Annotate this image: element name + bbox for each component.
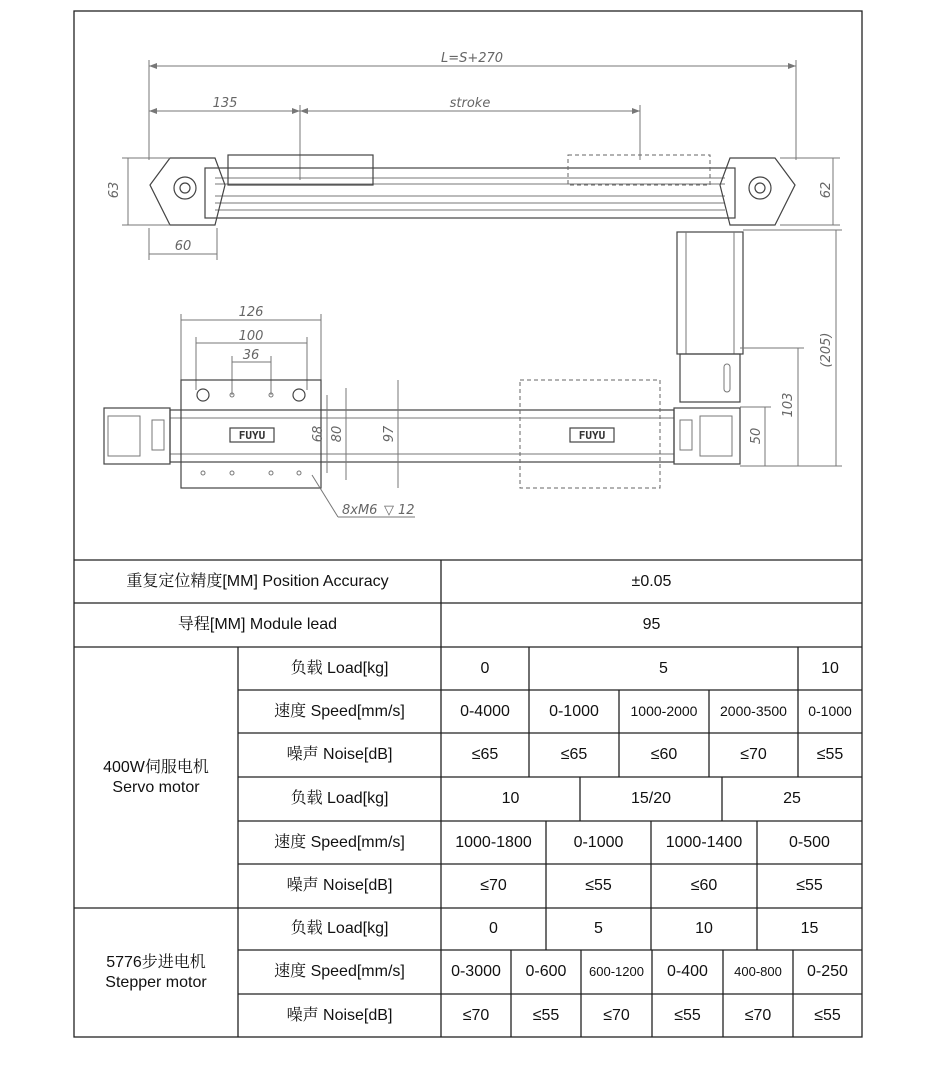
dim-103: 103 — [781, 392, 796, 418]
stepper-noise-cell: ≤55 — [532, 1006, 560, 1024]
servo-load-cell: 10 — [821, 659, 839, 677]
servo-speed-cell: 0-4000 — [460, 702, 510, 720]
servo-load-cell: 25 — [783, 790, 801, 807]
dim-motor-height: (205) — [819, 332, 834, 368]
dim-end-width: 60 — [174, 239, 192, 254]
servo-speed-label-2: 速度 Speed[mm/s] — [274, 833, 405, 851]
servo-noise-cell: ≤55 — [796, 877, 823, 894]
module-lead-label: 导程[MM] Module lead — [177, 616, 338, 633]
brand-label-right: FUYU — [578, 429, 606, 442]
servo-noise-cell: ≤65 — [471, 746, 499, 763]
stepper-speed-label: 速度 Speed[mm/s] — [274, 963, 405, 980]
side-view — [107, 51, 842, 466]
servo-speed-cell: 2000-3500 — [720, 702, 787, 719]
servo-noise-cell: ≤55 — [585, 877, 612, 894]
stepper-title-cn: 5776步进电机 — [106, 953, 206, 971]
stepper-load-cell: 15 — [800, 920, 819, 937]
stepper-speed-cell: 0-3000 — [451, 963, 501, 980]
top-view — [104, 305, 740, 518]
servo-speed-cell: 0-500 — [789, 833, 830, 851]
servo-noise-cell: ≤65 — [560, 746, 588, 763]
dim-left-offset: 135 — [212, 96, 238, 111]
servo-noise-cell: ≤70 — [480, 877, 507, 894]
stepper-speed-cell: 0-400 — [667, 963, 708, 980]
stepper-noise-cell: ≤70 — [462, 1006, 490, 1024]
stepper-noise-cell: ≤70 — [603, 1006, 630, 1024]
servo-load-cell: 5 — [659, 659, 668, 677]
servo-speed-cell: 1000-1800 — [455, 833, 532, 851]
servo-speed-cell: 0-1000 — [549, 702, 599, 720]
servo-load-cell: 10 — [501, 790, 520, 807]
servo-speed-cell: 1000-2000 — [630, 702, 698, 719]
hole-note: 8xM6 — [342, 503, 378, 518]
servo-load-cell: 15/20 — [630, 790, 672, 807]
servo-load-label-2: 负载 Load[kg] — [290, 790, 389, 807]
stepper-noise-label: 噪声 Noise[dB] — [286, 1006, 393, 1024]
servo-noise-cell: ≤60 — [690, 877, 718, 894]
servo-load-label-1: 负载 Load[kg] — [290, 659, 389, 677]
brand-label-left: FUYU — [238, 429, 266, 442]
stepper-noise-cell: ≤70 — [744, 1006, 772, 1024]
stepper-load-label: 负载 Load[kg] — [290, 920, 389, 937]
dim-total-length: L=S+270 — [440, 51, 504, 66]
dim-height-right: 62 — [819, 181, 834, 199]
stepper-noise-cell: ≤55 — [814, 1006, 841, 1024]
servo-noise-label-2: 噪声 Noise[dB] — [286, 877, 393, 894]
hole-depth: 12 — [398, 503, 415, 518]
dim-width-126: 126 — [238, 305, 264, 320]
servo-speed-label-1: 速度 Speed[mm/s] — [274, 702, 405, 720]
servo-noise-cell: ≤60 — [650, 746, 678, 763]
servo-motor-title — [74, 647, 238, 908]
servo-title-en: Servo motor — [112, 778, 200, 796]
stepper-load-cell: 0 — [489, 920, 498, 937]
dim-width-36: 36 — [242, 348, 260, 363]
stepper-speed-cell: 0-600 — [525, 963, 567, 980]
stepper-title-en: Stepper motor — [105, 973, 207, 991]
dim-stroke: stroke — [449, 96, 491, 111]
servo-speed-cell: 0-1000 — [573, 833, 624, 851]
servo-speed-cell: 0-1000 — [808, 702, 852, 719]
dim-80: 80 — [330, 425, 345, 443]
stepper-motor-title — [74, 908, 238, 1037]
servo-noise-cell: ≤55 — [816, 746, 844, 763]
dim-68: 68 — [311, 425, 326, 443]
servo-noise-cell: ≤70 — [740, 746, 767, 763]
dim-height-left: 63 — [107, 181, 122, 199]
dim-50: 50 — [749, 427, 764, 445]
position-accuracy-label: 重复定位精度[MM] Position Accuracy — [126, 572, 389, 590]
stepper-load-cell: 5 — [594, 920, 603, 937]
position-accuracy-value: ±0.05 — [631, 572, 672, 590]
stepper-speed-cell: 0-250 — [807, 963, 848, 980]
servo-noise-label-1: 噪声 Noise[dB] — [286, 746, 393, 763]
stepper-speed-cell: 600-1200 — [589, 963, 644, 979]
dim-width-100: 100 — [238, 329, 264, 344]
stepper-noise-cell: ≤55 — [674, 1006, 701, 1024]
stepper-speed-cell: 400-800 — [734, 963, 782, 979]
servo-title-cn: 400W伺服电机 — [103, 758, 209, 776]
stepper-load-cell: 10 — [695, 920, 713, 937]
servo-load-cell: 0 — [480, 659, 490, 677]
servo-speed-cell: 1000-1400 — [665, 833, 743, 851]
hole-depth-symbol: ▽ — [384, 503, 394, 518]
module-lead-value: 95 — [642, 616, 661, 633]
dim-97: 97 — [382, 425, 397, 443]
